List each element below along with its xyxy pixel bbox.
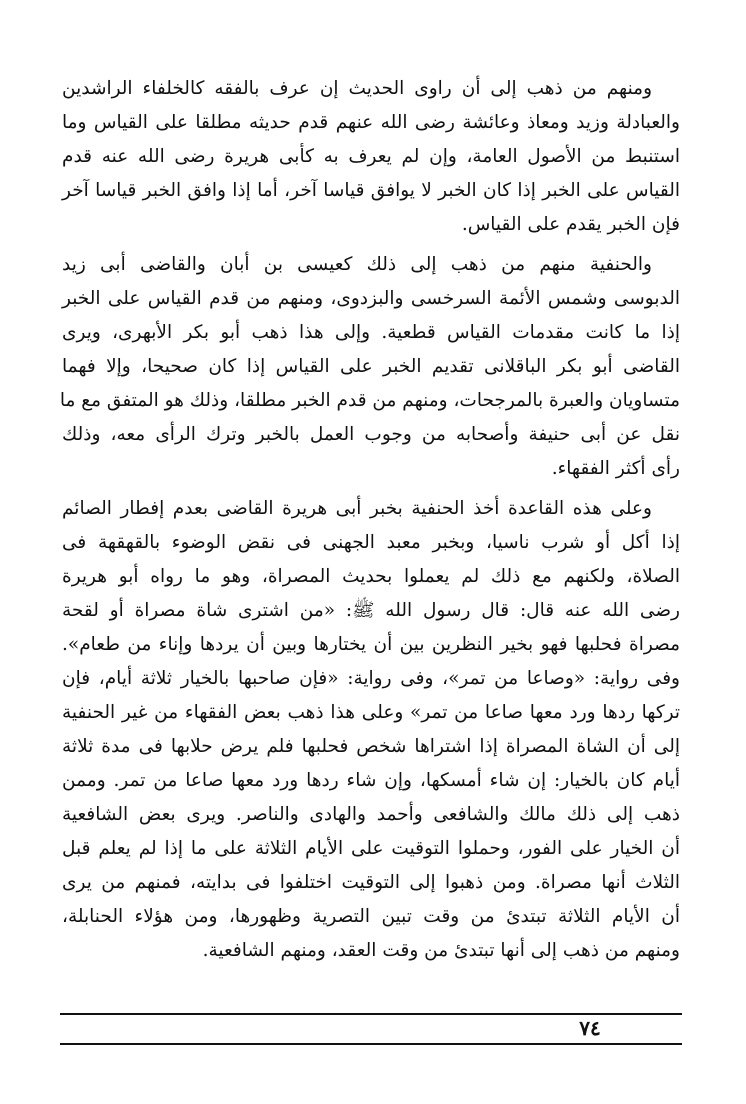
footer-rule-top bbox=[60, 1013, 682, 1015]
text-line: القاضى أبو بكر الباقلانى تقديم الخبر على القياس إذا كان صحيحا، وإلا فهما bbox=[62, 356, 680, 377]
text-line: وفى رواية: «وصاعا من تمر»، وفى رواية: «فإن صاحبها بالخيار ثلاثة أيام، فإن bbox=[62, 668, 680, 689]
text-line: ومنهم من ذهب إلى أن راوى الحديث إن عرف بالفقه كالخلفاء الراشدين bbox=[62, 78, 652, 99]
text-line: إذا أكل أو شرب ناسيا، وبخبر معبد الجهنى فى نقض الوضوء بالقهقهة فى bbox=[62, 532, 680, 553]
text-line: فإن الخبر يقدم على القياس. bbox=[461, 214, 680, 235]
text-line: ذهب إلى ذلك مالك والشافعى وأحمد والهادى والناصر. ويرى بعض الشافعية bbox=[62, 804, 680, 825]
text-line: إلى أن الشاة المصراة إذا اشتراها شخص فحلبها فلم يرض حلابها فى مدة ثلاثة bbox=[62, 736, 680, 757]
text-line: استنبط من الأصول العامة، وإن لم يعرف به كأبى هريرة رضى الله عنه قدم bbox=[62, 146, 680, 167]
paragraph-1 bbox=[62, 72, 680, 242]
text-line: والعبادلة وزيد ومعاذ وعائشة رضى الله عنهم قدم حديثه مطلقا على القياس وما bbox=[62, 112, 680, 133]
text-line: والحنفية منهم من ذهب إلى ذلك كعيسى بن أبان والقاضى أبى زيد bbox=[62, 254, 652, 275]
text-line: أن الأيام الثلاثة تبتدئ من وقت تبين التصرية وظهورها، ومن هؤلاء الحنابلة، bbox=[62, 906, 680, 927]
paragraph-2 bbox=[59, 248, 680, 486]
text-line: الصلاة، ولكنهم مع ذلك لم يعملوا بحديث المصراة، وهو ما رواه أبو هريرة bbox=[62, 566, 680, 587]
text-line: أن الخيار على الفور، وحملوا التوقيت على الأيام الثلاثة على ما إذا لم يعلم قبل bbox=[62, 838, 680, 859]
text-line: نقل عن أبى حنيفة وأصحابه من وجوب العمل بالخبر وترك الرأى معه، وذلك bbox=[62, 424, 680, 445]
text-line: ومنهم من ذهب إلى أنها تبتدئ من وقت العقد، ومنهم الشافعية. bbox=[202, 940, 680, 961]
text-line: مصراة فحلبها فهو بخير النظرين بين أن يختارها وبين أن يردها وإناء من طعام». bbox=[62, 634, 680, 655]
text-line: الثلاث أنها مصراة. ومن ذهبوا إلى التوقيت اختلفوا فى بدايته، فمنهم من يرى bbox=[62, 872, 680, 893]
text-line: رأى أكثر الفقهاء. bbox=[551, 458, 680, 479]
text-line: وعلى هذه القاعدة أخذ الحنفية بخبر أبى هريرة القاضى بعدم إفطار الصائم bbox=[62, 498, 652, 519]
text-line: تركها ردها ورد معها صاعا من تمر» وعلى هذا ذهب بعض الفقهاء من غير الحنفية bbox=[62, 702, 680, 723]
text-line: إذا ما كانت مقدمات القياس قطعية. وإلى هذا ذهب أبو بكر الأبهرى، ويرى bbox=[62, 322, 680, 343]
footer-rule-bottom bbox=[60, 1043, 682, 1045]
text-line: القياس على الخبر إذا كان الخبر لا يوافق قياسا آخر، أما إذا وافق الخبر قياسا آخر bbox=[62, 180, 680, 201]
text-line: الدبوسى وشمس الأئمة السرخسى والبزدوى، ومنهم من قدم القياس على الخبر bbox=[62, 288, 680, 309]
text-line: متساويان والعبرة بالمرجحات، ومنهم من قدم الخبر مطلقا، وذلك هو المتفق مع ما bbox=[59, 390, 680, 411]
body-text bbox=[59, 72, 680, 974]
text-line: رضى الله عنه قال: قال رسول الله ﷺ: «من اشترى شاة مصراة أو لقحة bbox=[62, 600, 680, 621]
page-number: ٧٤ bbox=[579, 1016, 601, 1040]
paragraph-3 bbox=[62, 492, 680, 968]
text-line: أيام كان بالخيار: إن شاء أمسكها، وإن شاء ردها ورد معها صاعا من تمر. وممن bbox=[62, 770, 680, 791]
